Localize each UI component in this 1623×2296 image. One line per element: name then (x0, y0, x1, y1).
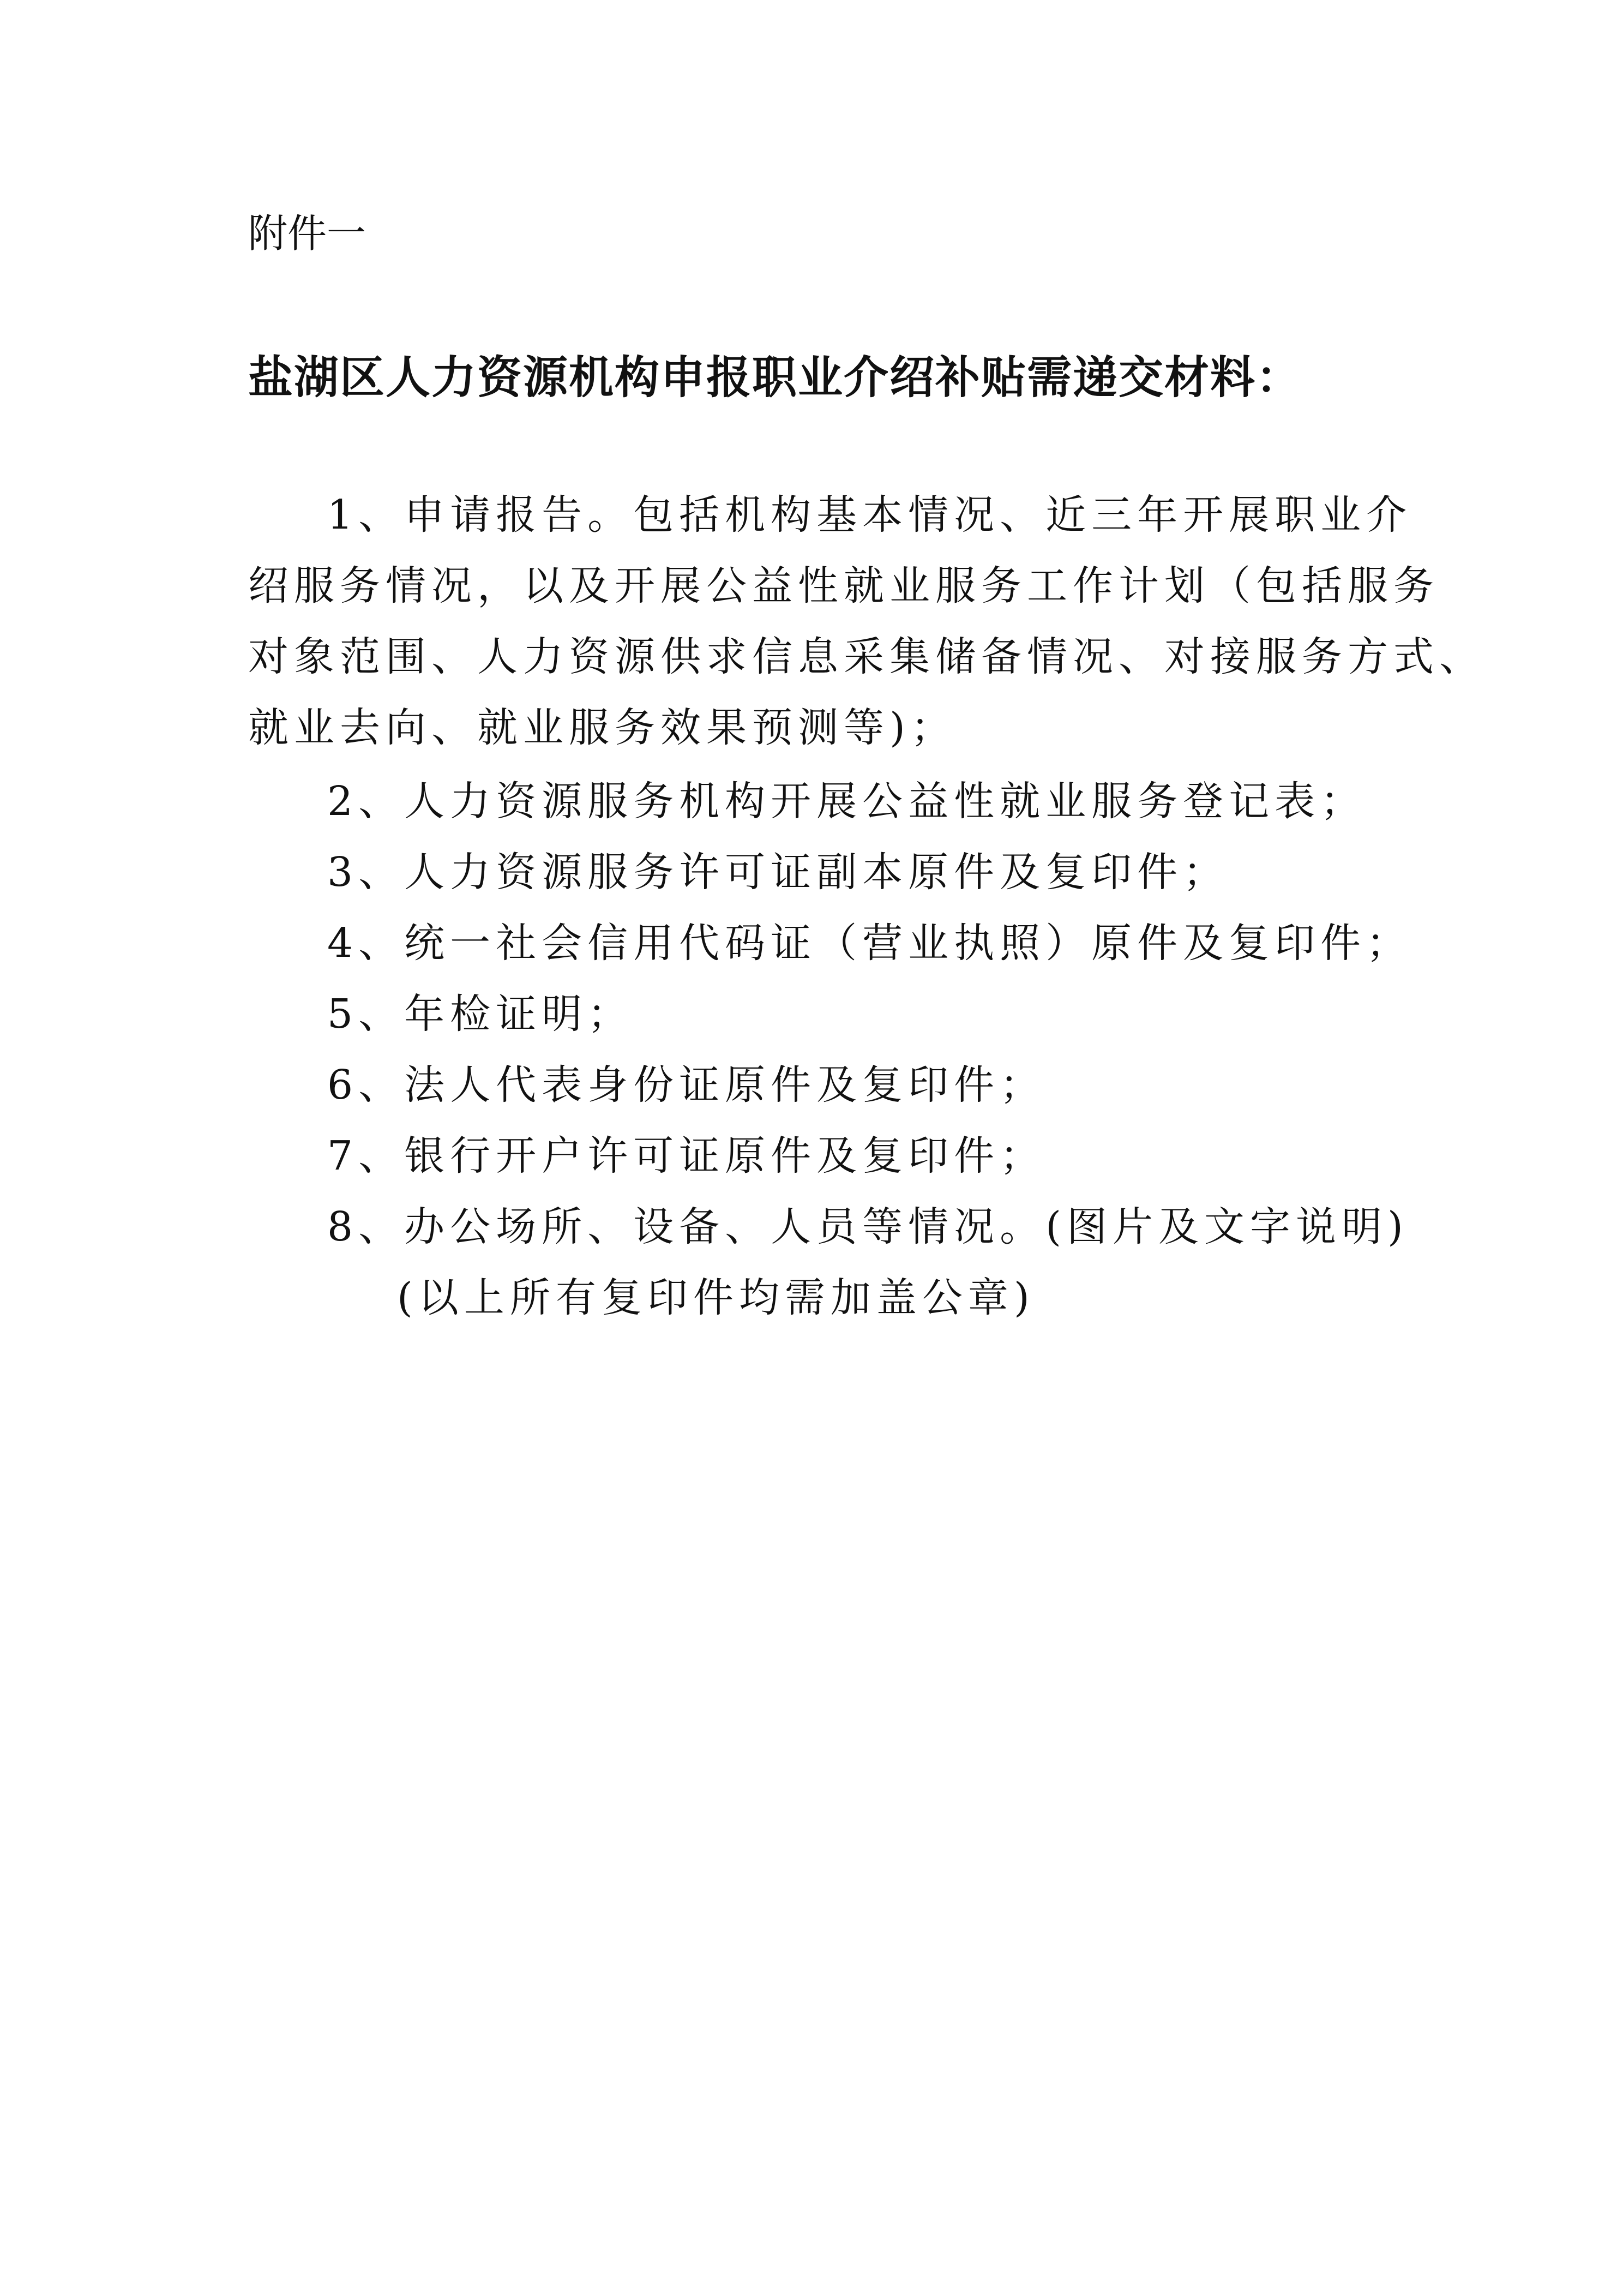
list-item-2: 2、人力资源服务机构开展公益性就业服务登记表； (327, 778, 1367, 825)
item-1-line-4: 就业去向、就业服务效果预测等)； (248, 704, 957, 751)
list-item-3: 3、人力资源服务许可证副本原件及复印件； (327, 849, 1229, 896)
item-1-line-2: 绍服务情况，以及开展公益性就业服务工作计划（包括服务 (248, 562, 1439, 609)
copy-seal-note: (以上所有复印件均需加盖公章) (397, 1274, 1035, 1321)
item-1-line-1: 1、申请报告。包括机构基本情况、近三年开展职业介 (327, 491, 1412, 538)
list-item-8: 8、办公场所、设备、人员等情况。(图片及文字说明) (327, 1203, 1409, 1250)
item-1-line-3: 对象范围、人力资源供求信息采集储备情况、对接服务方式、 (248, 633, 1485, 680)
list-item-4: 4、统一社会信用代码证（营业执照）原件及复印件； (327, 920, 1412, 967)
list-item-6: 6、法人代表身份证原件及复印件； (327, 1062, 1046, 1108)
attachment-label: 附件一 (248, 211, 366, 256)
list-item-5: 5、年检证明； (327, 991, 634, 1038)
document-title: 盐湖区人力资源机构申报职业介绍补贴需递交材料： (248, 352, 1302, 404)
list-item-7: 7、银行开户许可证原件及复印件； (327, 1132, 1046, 1179)
